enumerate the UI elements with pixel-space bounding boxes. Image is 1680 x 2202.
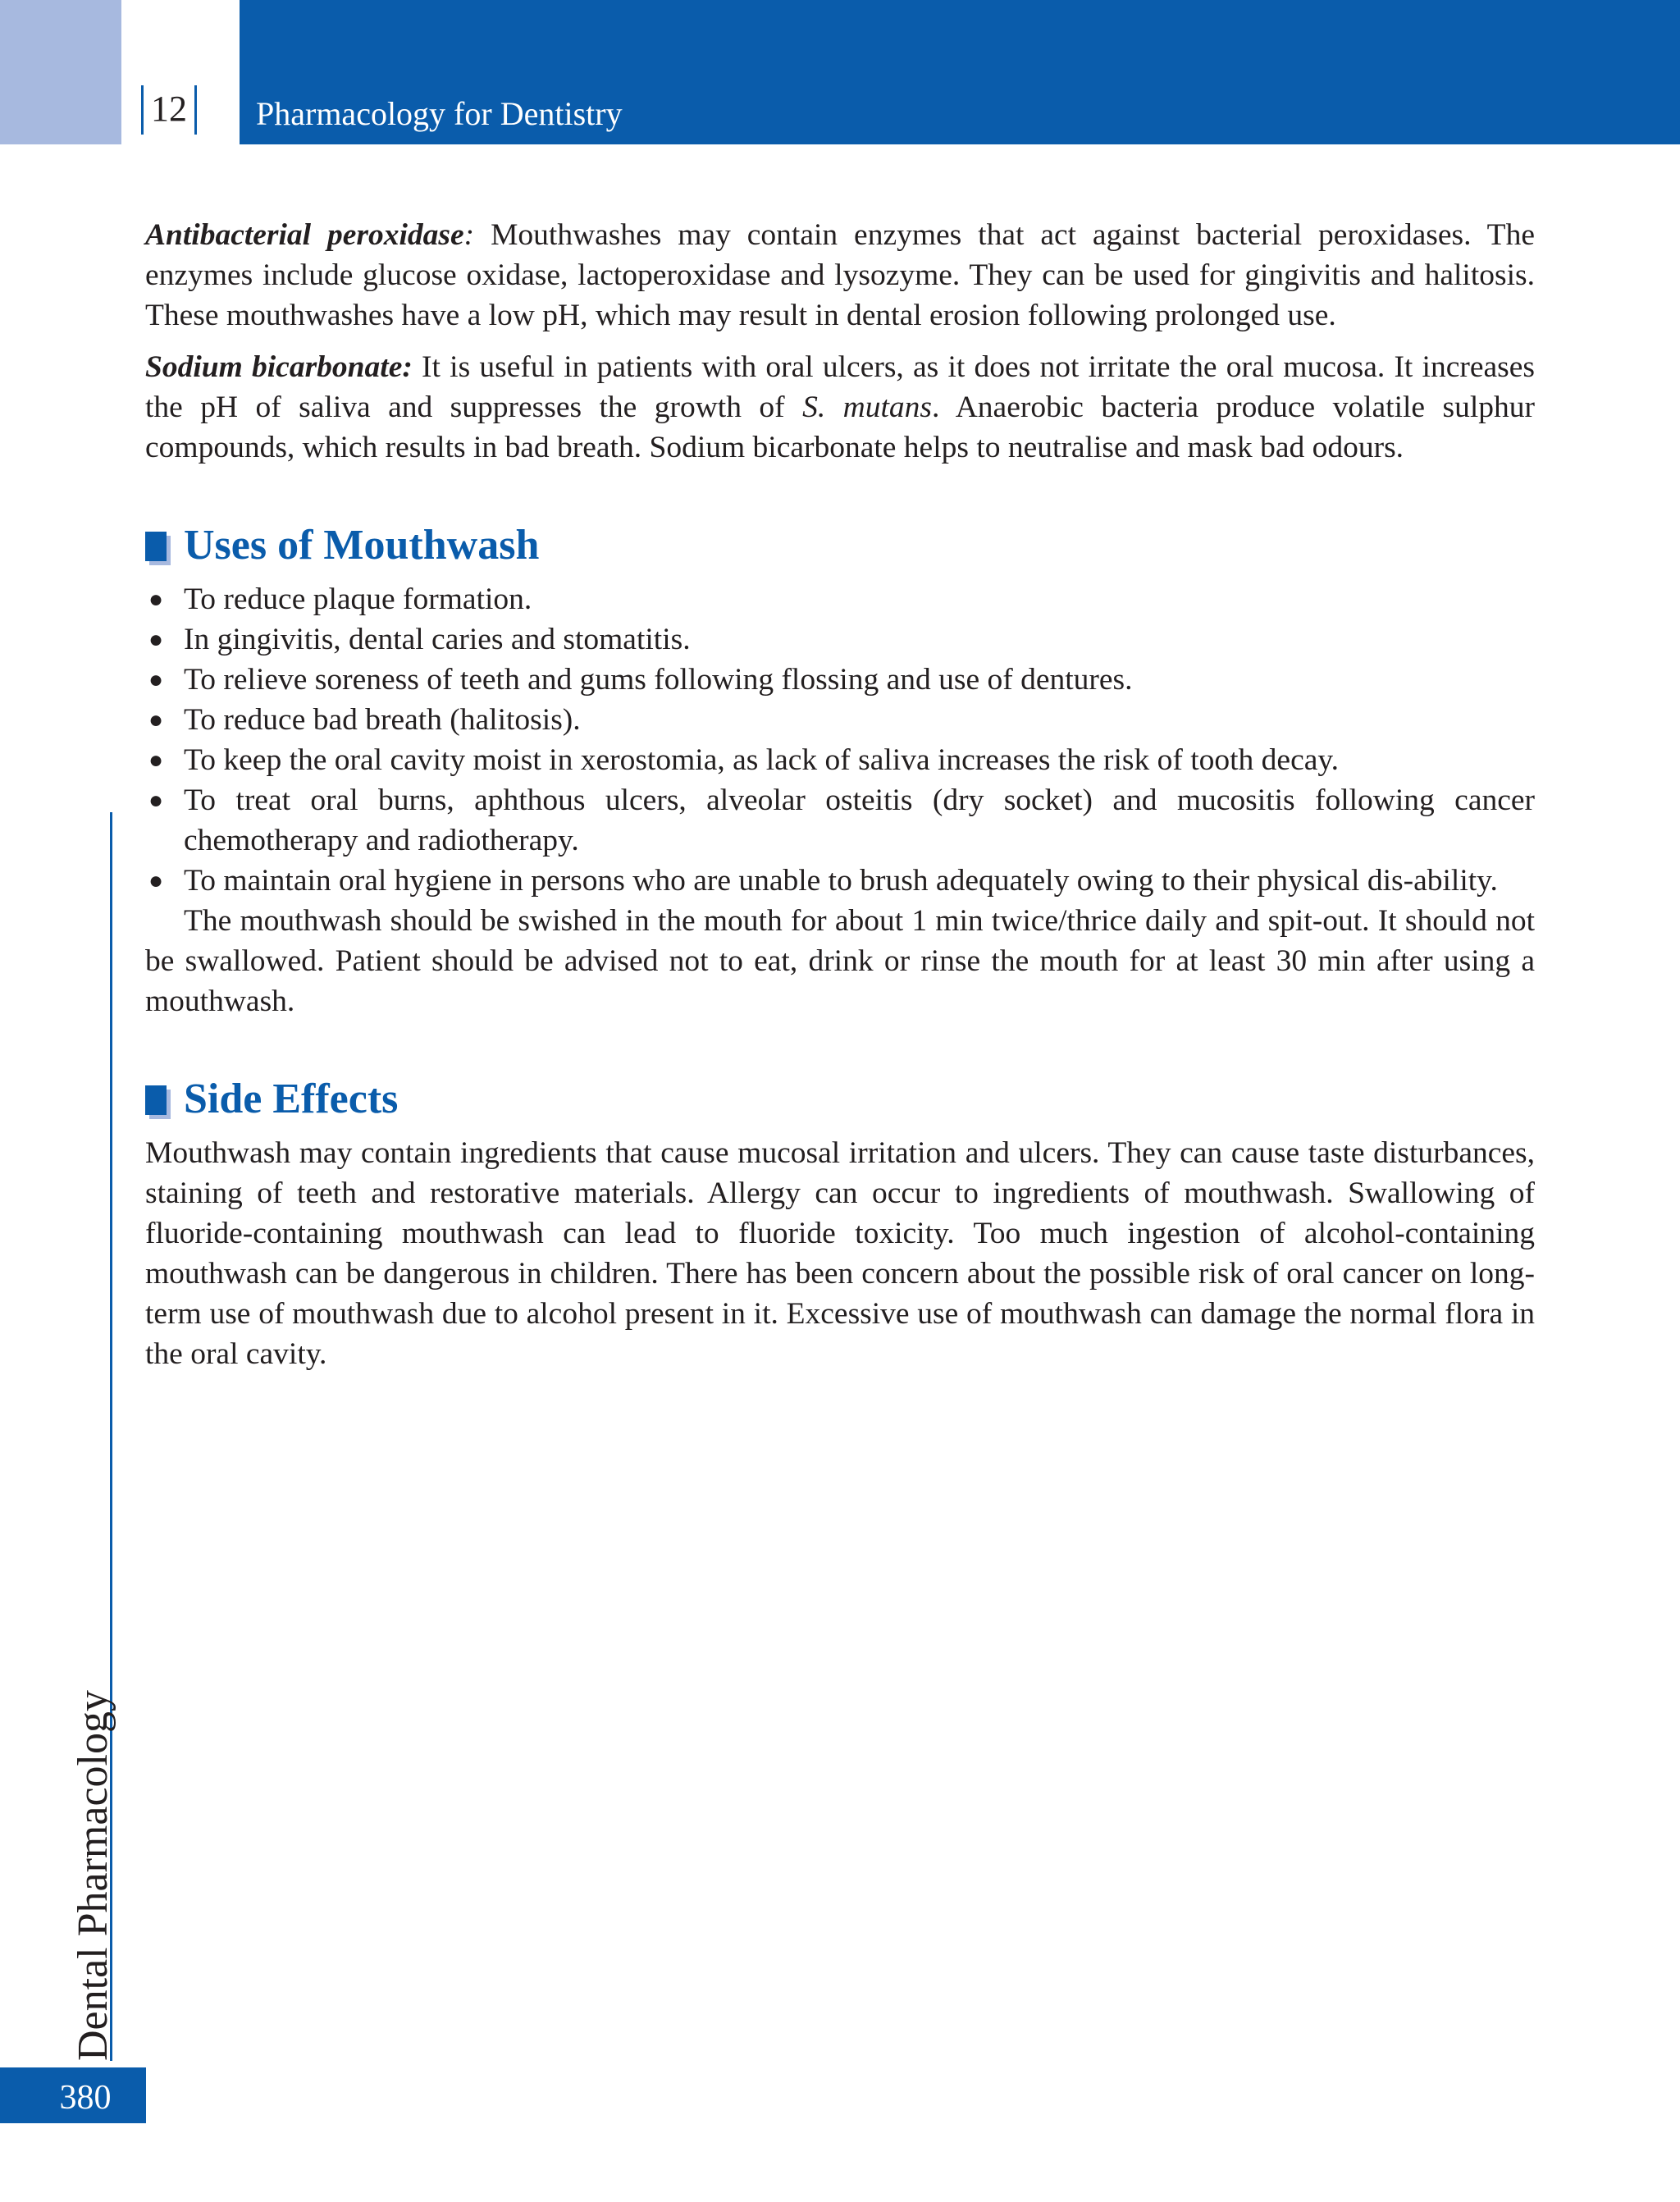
- list-item: [145, 700, 1535, 740]
- bullet-icon: ●: [148, 706, 164, 733]
- bicarbonate-species: S. mutans: [802, 391, 932, 424]
- bullet-icon: ●: [148, 666, 164, 693]
- uses-paragraph: The mouthwash should be swished in the mouth for about 1 min twice/thrice daily and spit-out. It should not be swallowed. Patient should be advised not to eat, drink or rinse the mouth for at least 30 min after using a mouthwash.: [145, 904, 1535, 1018]
- list-item-text: In gingivitis, dental caries and stomatitis.: [184, 623, 691, 656]
- list-item-text: To reduce plaque formation.: [184, 582, 532, 616]
- chapter-bar-right: [194, 85, 197, 135]
- list-item-text: To maintain oral hygiene in persons who are unable to brush adequately owing to their physical dis-ability.: [184, 864, 1498, 898]
- list-item: [145, 579, 1535, 619]
- bicarbonate-text-1: It is useful in patients with oral ulcers, as it does not irritate the oral mucosa. It increases the pH of saliva and suppresses the growth of: [145, 350, 1535, 424]
- peroxidase-colon: :: [463, 218, 475, 252]
- list-item: [145, 780, 1535, 861]
- side-effects-paragraph: Mouthwash may contain ingredients that cause mucosal irritation and ulcers. They can cause taste disturbances, staining of teeth and restorative materials. Allergy can occur to ingredients of mouthwash. Swallowing of fluoride-containing mouthwash can lead to fluoride toxicity. Too much ingestion of alcohol-containing mouthwash can be dangerous in children. There has been concern about the possible risk of oral cancer on long-term use of mouthwash due to alcohol present in it. Excessive use of mouthwash can damage the normal flora in the oral cavity.: [145, 1136, 1535, 1371]
- list-item: [145, 740, 1535, 780]
- uses-heading: [145, 519, 1535, 573]
- list-item: [145, 861, 1535, 901]
- header-accent-block: [0, 0, 121, 144]
- bullet-icon: ●: [148, 747, 164, 774]
- uses-heading-text: Uses of Mouthwash: [184, 522, 540, 569]
- side-effects-heading: [145, 1072, 1535, 1126]
- side-effects-heading-text: Side Effects: [184, 1076, 399, 1122]
- bullet-icon: ●: [148, 867, 164, 894]
- list-item: [145, 619, 1535, 660]
- peroxidase-paragraph: [145, 215, 1535, 336]
- chapter-number: 12: [151, 89, 187, 129]
- list-item-text: To keep the oral cavity moist in xerostomia, as lack of saliva increases the risk of tooth decay.: [184, 743, 1340, 777]
- list-item-text: To relieve soreness of teeth and gums following flossing and use of dentures.: [184, 663, 1133, 697]
- bullet-icon: ●: [148, 787, 164, 814]
- bicarbonate-term: Sodium bicarbonate:: [145, 350, 413, 384]
- chapter-number-box: [141, 82, 197, 136]
- list-item-text: To reduce bad breath (halitosis).: [184, 703, 581, 737]
- section-side-label: Dental Pharmacology: [70, 1690, 116, 2061]
- page-number: 380: [59, 2079, 112, 2117]
- list-item: [145, 660, 1535, 700]
- list-item-text: To treat oral burns, aphthous ulcers, alveolar osteitis (dry socket) and mucositis following cancer chemotherapy and radiotherapy.: [184, 783, 1535, 857]
- bullet-icon: ●: [148, 626, 164, 653]
- main-content: [145, 215, 1535, 1374]
- peroxidase-text: Mouthwashes may contain enzymes that act against bacterial peroxidases. The enzymes include glucose oxidase, lactoperoxidase and lysozyme. They can be used for gingivitis and halitosis. These mouthwashes have a low pH, which may result in dental erosion following prolonged use.: [145, 218, 1535, 332]
- book-title: Pharmacology for Dentistry: [256, 95, 623, 132]
- heading-square-icon: [145, 532, 167, 561]
- heading-square-icon: [145, 1085, 167, 1115]
- bicarbonate-paragraph: [145, 347, 1535, 468]
- uses-list: [145, 579, 1535, 901]
- bullet-icon: ●: [148, 586, 164, 613]
- bicarbonate-text-2: . Anaerobic bacteria produce volatile sulphur compounds, which results in bad breath. Sodium bicarbonate helps to neutralise and mask bad odours.: [145, 391, 1536, 464]
- peroxidase-term: Antibacterial peroxidase: [145, 218, 464, 252]
